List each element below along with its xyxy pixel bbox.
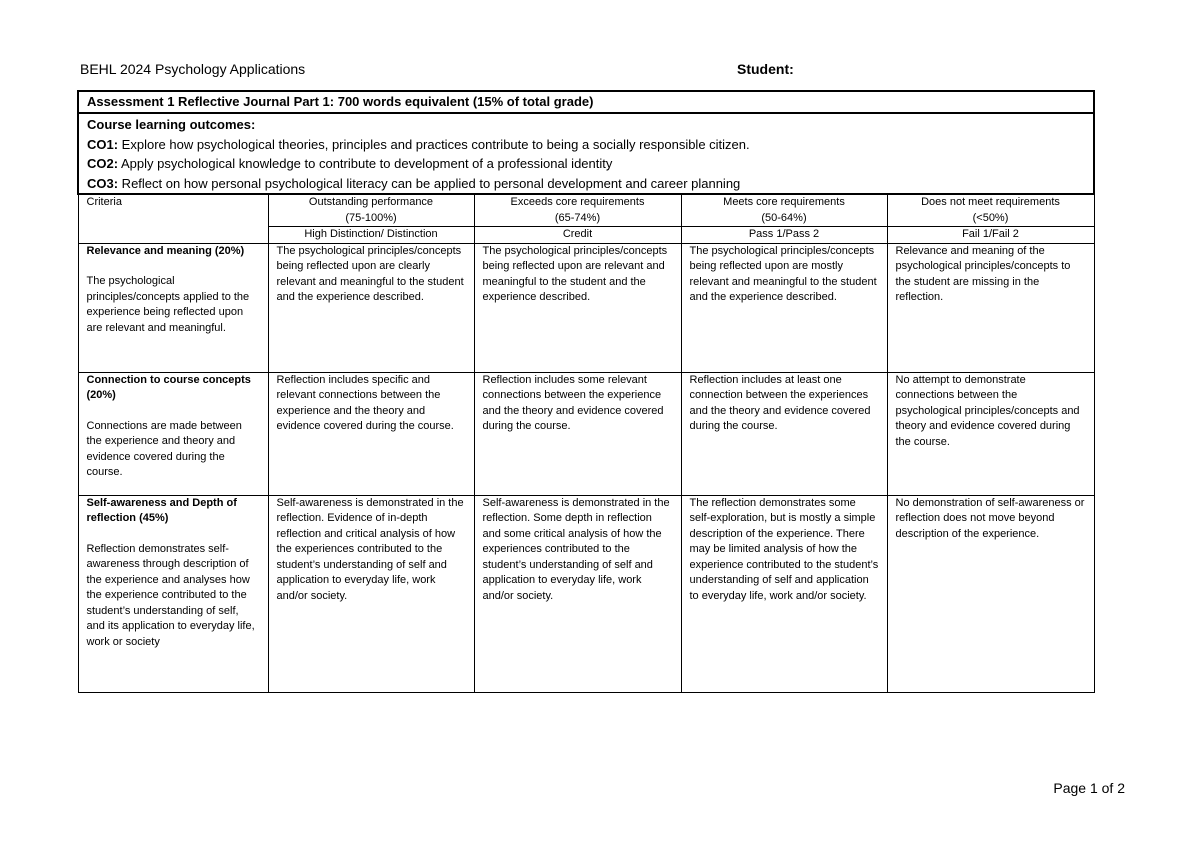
cell-self-awareness-outstanding: Self-awareness is demonstrated in the reflection. Evidence of in-depth reflection and critical analysis of how the experiences contributed to the student’s understanding of self and application to everyday life, work and/or society.	[268, 495, 474, 692]
student-label: Student:	[737, 61, 794, 77]
criterion-self-awareness: Self-awareness and Depth of reflection (45%) Reflection demonstrates self-awareness through description of the experience and analyses how the experience contributed to the student’s understanding of self, and its application to everyday life, work or society	[78, 495, 268, 692]
band-exceeds: Credit	[474, 227, 681, 244]
page-number: Page 1 of 2	[1053, 780, 1125, 796]
cell-relevance-outstanding: The psychological principles/concepts being reflected upon are clearly relevant and meaningful to the student and the experience described.	[268, 243, 474, 372]
rubric-table	[77, 90, 1095, 693]
outcome-co2: CO2: Apply psychological knowledge to contribute to development of a professional identity	[87, 156, 613, 171]
level-header-outstanding: Outstanding performance (75-100%)	[268, 194, 474, 227]
cell-connection-outstanding: Reflection includes specific and relevant connections between the experience and the theory and evidence covered during the course.	[268, 372, 474, 495]
cell-relevance-meets: The psychological principles/concepts being reflected upon are mostly relevant and meaningful to the student and the experience described.	[681, 243, 887, 372]
cell-self-awareness-fail: No demonstration of self-awareness or reflection does not move beyond description of the experience.	[887, 495, 1094, 692]
level-header-does-not-meet: Does not meet requirements (<50%)	[887, 194, 1094, 227]
band-outstanding: High Distinction/ Distinction	[268, 227, 474, 244]
table-row	[78, 495, 1094, 692]
criterion-connection: Connection to course concepts (20%) Connections are made between the experience and theory and evidence covered during the course.	[78, 372, 268, 495]
band-meets: Pass 1/Pass 2	[681, 227, 887, 244]
cell-connection-meets: Reflection includes at least one connection between the experiences and the theory and evidence covered during the course.	[681, 372, 887, 495]
cell-self-awareness-meets: The reflection demonstrates some self-exploration, but is mostly a simple description of the experience. There may be limited analysis of how the experience contributed to the student’s understanding of self and application to everyday life, work and/or society.	[681, 495, 887, 692]
criteria-header: Criteria	[78, 194, 268, 243]
level-header-meets: Meets core requirements (50-64%)	[681, 194, 887, 227]
table-row	[78, 243, 1094, 372]
assessment-title: Assessment 1 Reflective Journal Part 1: 700 words equivalent (15% of total grade)	[78, 91, 1094, 113]
cell-connection-exceeds: Reflection includes some relevant connections between the experience and the theory and evidence covered during the course.	[474, 372, 681, 495]
cell-relevance-exceeds: The psychological principles/concepts being reflected upon are relevant and meaningful to the student and the experience described.	[474, 243, 681, 372]
table-row	[78, 372, 1094, 495]
cell-relevance-fail: Relevance and meaning of the psychological principles/concepts to the student are missing in the reflection.	[887, 243, 1094, 372]
outcome-co3: CO3: Reflect on how personal psychological literacy can be applied to personal development and career planning	[87, 175, 741, 191]
band-does-not-meet: Fail 1/Fail 2	[887, 227, 1094, 244]
outcome-co1: CO1: Explore how psychological theories, principles and practices contribute to being a socially responsible citizen.	[87, 136, 750, 152]
cell-self-awareness-exceeds: Self-awareness is demonstrated in the reflection. Some depth in reflection and some critical analysis of how the experiences contributed to the student’s understanding of self and application to everyday life, work and/or society.	[474, 495, 681, 692]
cell-connection-fail: No attempt to demonstrate connections between the psychological principles/concepts and theory and evidence covered during the course.	[887, 372, 1094, 495]
learning-outcomes	[78, 113, 1094, 194]
level-header-exceeds: Exceeds core requirements (65-74%)	[474, 194, 681, 227]
outcomes-heading: Course learning outcomes:	[87, 117, 256, 132]
criterion-relevance: Relevance and meaning (20%) The psychological principles/concepts applied to the experience being reflected upon are relevant and meaningful.	[78, 243, 268, 372]
course-title: BEHL 2024 Psychology Applications	[80, 61, 306, 77]
